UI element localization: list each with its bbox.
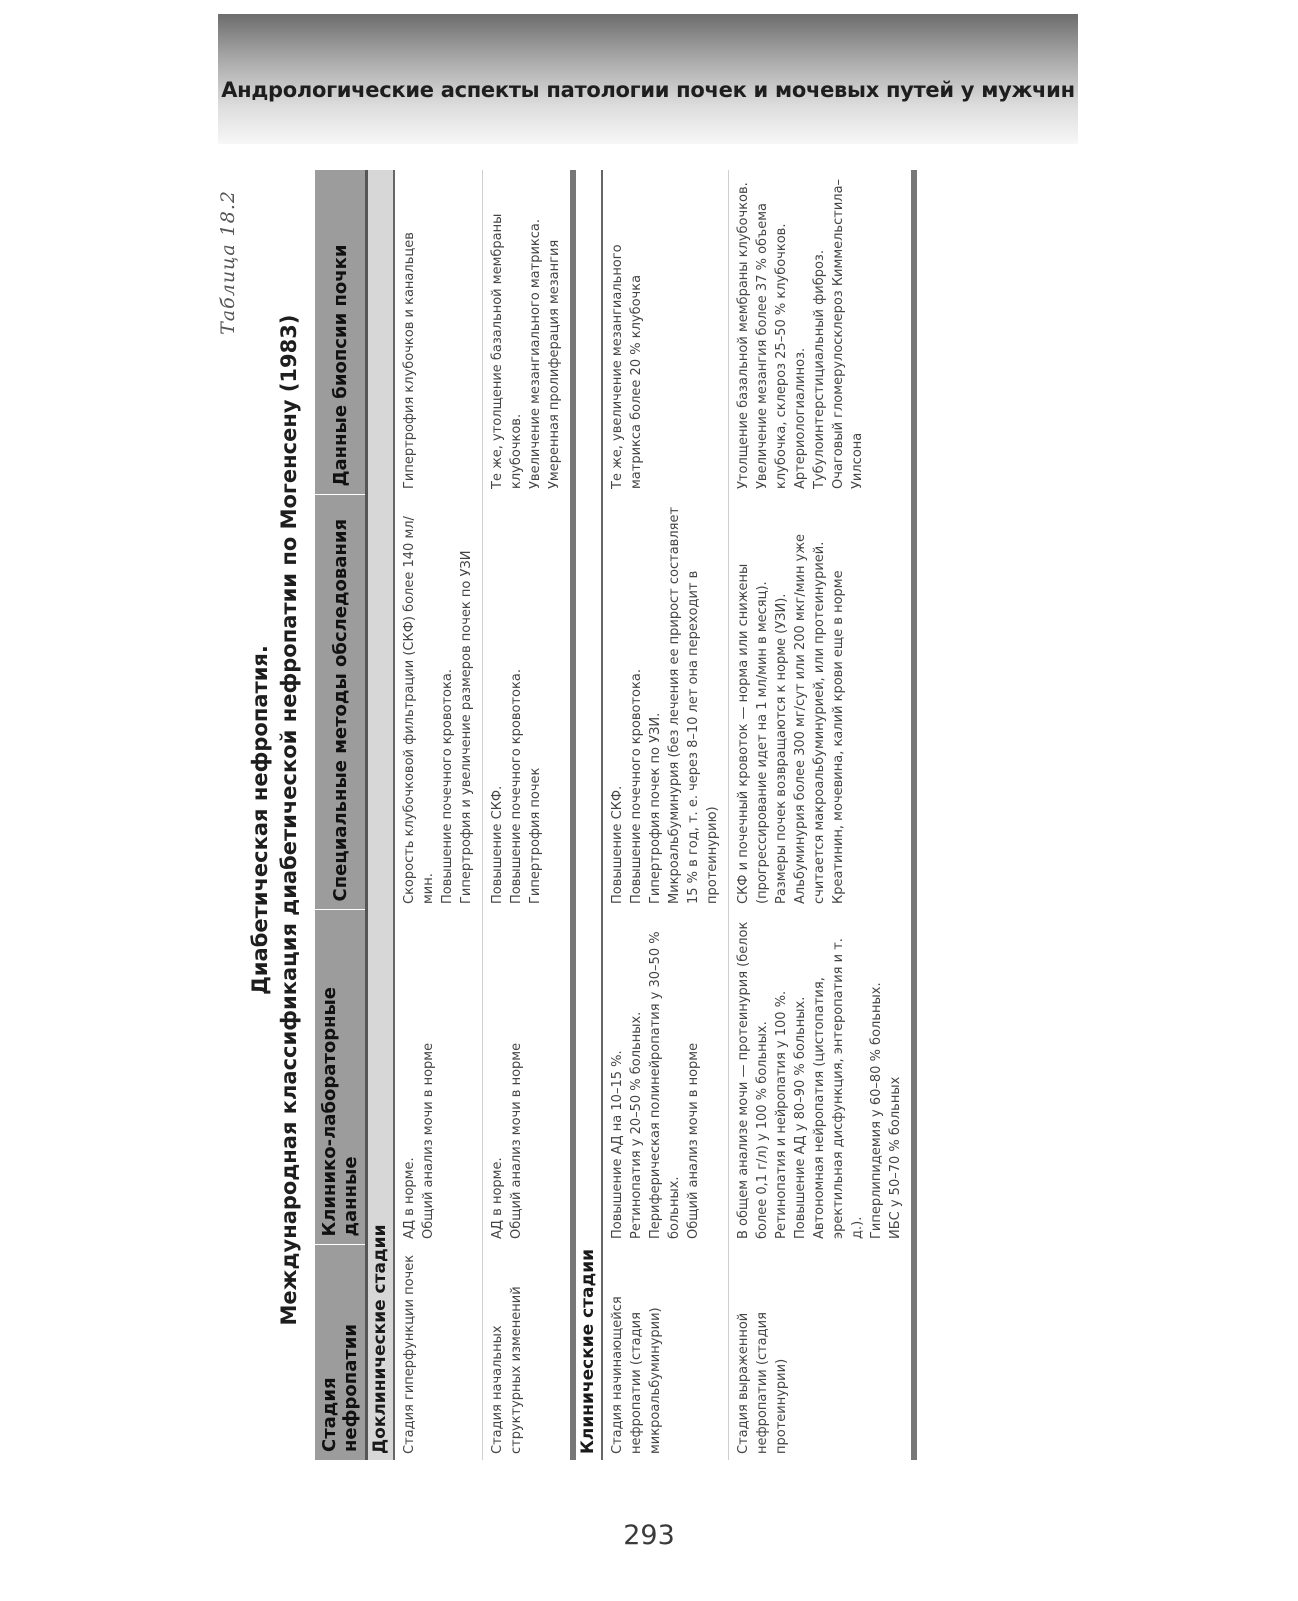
cell-clinical — [483, 910, 574, 1245]
cell-line: В общем анализе мочи — протеинурия (белок более 0,1 г/л) у 100 % больных. — [736, 921, 770, 1239]
cell-line: Повышение СКФ. — [610, 785, 625, 904]
cell-line: Альбуминурия более 300 мг/сут или 200 мкг/мин уже считается макроальбуминурией, или протеинурией. — [793, 533, 827, 904]
table-row — [394, 170, 483, 1460]
cell-line: Увеличение мезангия более 37 % объема клубочка, склероз 25–50 % клубочков. — [755, 202, 789, 489]
cell-line: Повышение СКФ. — [490, 785, 505, 904]
header-clinical: Клинико-лабораторные данные — [315, 910, 367, 1245]
nephropathy-table — [315, 170, 917, 1460]
cell-line: Общий анализ мочи в норме — [509, 1042, 524, 1239]
section-preclinical: Доклинические стадии — [367, 170, 395, 1460]
cell-line: Те же, утолщение базальной мембраны клубочков. — [490, 213, 524, 489]
cell-line: Повышение АД у 80–90 % больных. — [793, 996, 808, 1239]
page-number: 293 — [623, 1520, 675, 1551]
cell-line: Гипертрофия и увеличение размеров почек по УЗИ — [459, 550, 474, 904]
cell-line: Очаговый гломерулосклероз Киммельстила–Уилсона — [831, 178, 865, 489]
cell-stage: Стадия начальных структурных изменений — [483, 1245, 574, 1460]
table-title-line2: Международная классификация диабетической нефропатии по Могенсену (1983) — [277, 314, 301, 1326]
cell-line: Общий анализ мочи в норме — [686, 1042, 701, 1239]
cell-line: Артериологиалиноз. — [793, 347, 808, 489]
cell-line: Повышение почечного кровотока. — [509, 669, 524, 904]
cell-line: Общий анализ мочи в норме — [421, 1042, 436, 1239]
cell-line: Ретинопатия у 20–50 % больных. — [629, 1011, 644, 1239]
cell-line: Гиперлипидемия у 60–80 % больных. — [869, 982, 884, 1239]
cell-line: Те же, увеличение мезангиального матрикса более 20 % клубочка — [610, 244, 644, 489]
cell-line: АД в норме. — [490, 1157, 505, 1239]
table-title-line1: Диабетическая нефропатия. — [248, 645, 272, 995]
table-row — [729, 170, 915, 1460]
cell-line: Умеренная пролиферация мезангия — [547, 239, 562, 489]
section-clinical: Клинические стадии — [573, 170, 602, 1460]
cell-line: Периферическая полинейропатия у 30–50 % больных. — [648, 931, 682, 1239]
cell-line: Тубулоинтерстициальный фиброз. — [812, 250, 827, 489]
cell-methods — [729, 495, 915, 910]
cell-methods — [394, 495, 483, 910]
table-label: Таблица 18.2 — [217, 190, 239, 335]
cell-biopsy — [483, 170, 574, 495]
cell-biopsy — [602, 170, 729, 495]
cell-methods — [483, 495, 574, 910]
cell-line: Размеры почек возвращаются к норме (УЗИ). — [774, 593, 789, 904]
cell-stage: Стадия выраженной нефропатии (стадия протеинурии) — [729, 1245, 915, 1460]
cell-line: Микроальбуминурия (без лечения ее прирост составляет 15 % в год, т. е. через 8–10 лет она переходит в протеинурию) — [667, 506, 720, 904]
cell-line: ИБС у 50–70 % больных — [888, 1076, 903, 1239]
rotated-table-page — [215, 150, 1015, 1490]
cell-biopsy — [394, 170, 483, 495]
header-stage: Стадия нефропатии — [315, 1245, 367, 1460]
header-methods: Специальные методы обследования — [315, 495, 367, 910]
section-row — [367, 170, 395, 1460]
cell-line: Автономная нейропатия (цистопатия, эректильная дисфункция, энтеропатия и т. д.). — [812, 938, 865, 1239]
cell-line: Увеличение мезангиального матрикса. — [528, 218, 543, 489]
cell-clinical — [602, 910, 729, 1245]
cell-line: АД в норме. — [402, 1157, 417, 1239]
cell-line: Повышение почечного кровотока. — [440, 669, 455, 904]
cell-line: Повышение АД на 10–15 %. — [610, 1050, 625, 1239]
cell-line: Гипертрофия почек — [528, 767, 543, 904]
cell-methods — [602, 495, 729, 910]
cell-stage: Стадия начинающейся нефропатии (стадия микроальбуминурии) — [602, 1245, 729, 1460]
cell-line: Креатинин, мочевина, калий крови еще в норме — [831, 570, 846, 904]
cell-line: СКФ и почечный кровоток — норма или снижены (прогрессирование идет на 1 мл/мин в месяц). — [736, 563, 770, 904]
cell-line: Повышение почечного кровотока. — [629, 669, 644, 904]
cell-line: Гипертрофия почек по УЗИ. — [648, 712, 663, 904]
cell-line: Ретинопатия и нейропатия у 100 %. — [774, 990, 789, 1239]
table-row — [602, 170, 729, 1460]
cell-biopsy — [729, 170, 915, 495]
cell-clinical — [729, 910, 915, 1245]
running-head: Андрологические аспекты патологии почек и мочевых путей у мужчин — [221, 78, 1075, 102]
cell-line: Скорость клубочковой фильтрации (СКФ) более 140 мл/мин. — [402, 516, 436, 904]
cell-line: Утолщение базальной мембраны клубочков. — [736, 182, 751, 489]
table-row — [483, 170, 574, 1460]
table-header-row — [315, 170, 367, 1460]
cell-clinical — [394, 910, 483, 1245]
cell-line: Гипертрофия клубочков и канальцев — [402, 232, 417, 489]
header-biopsy: Данные биопсии почки — [315, 170, 367, 495]
cell-stage: Стадия гиперфункции почек — [394, 1245, 483, 1460]
section-row — [573, 170, 602, 1460]
